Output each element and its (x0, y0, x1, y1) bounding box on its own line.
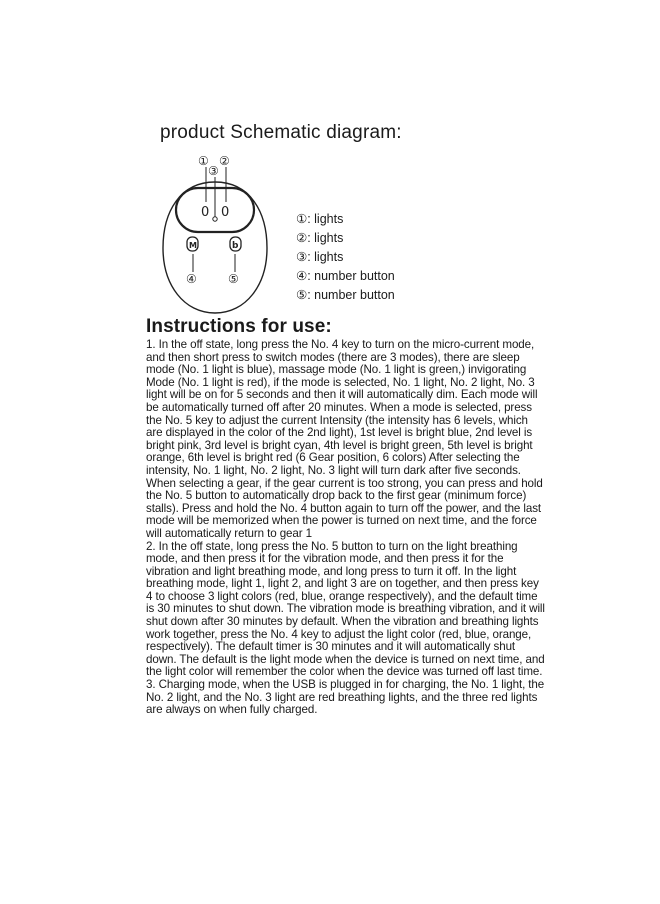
legend-item-4: ④: number button (296, 269, 395, 283)
callout-3-label: ③ (208, 164, 219, 178)
instructions-heading: Instructions for use: (146, 316, 332, 337)
legend-item-5: ⑤: number button (296, 288, 395, 302)
instruction-paragraph-1: 1. In the off state, long press the No. 4 key to turn on the micro-current mode, and then short press to switch modes (there are 3 modes), there are sleep mode (No. 1 light is blue), massage mode (No. 1 light is green,) invigorating Mode (No. 1 light is red), if the mode is selected, No. 1 light, No. 2 light, No. 3 light will be on for 5 seconds and then it will automatically dim. Each mode will be automatically turned off after 20 minutes. When a mode is selected, press the No. 5 key to adjust the current Intensity (the intensity has 6 levels, which are displayed in the color of the 2nd light), 1st level is bright blue, 2nd level is bright pink, 3rd level is bright cyan, 4th level is bright green, 5th level is bright orange, 6th level is bright red (6 Gear position, 6 colors) After selecting the intensity, No. 1 light, No. 2 light, No. 3 light will turn dark after five seconds. When selecting a gear, if the gear current is too strong, you can press and hold the No. 5 button to automatically drop back to the first gear (minimum force) stalls). Press and hold the No. 4 button again to turn off the power, and the last mode will be memorized when the power is turned on next time, and the force will automatically return to gear 1 (146, 338, 543, 540)
page-title: product Schematic diagram: (160, 122, 402, 143)
callout-5-label: ⑤ (228, 272, 239, 286)
legend-item-1: ①: lights (296, 212, 344, 226)
callout-1-label: ① (198, 154, 209, 168)
light-3-icon (213, 217, 217, 221)
light-2-icon: 0 (221, 205, 230, 220)
button-4-glyph: M (189, 241, 197, 250)
callout-2-label: ② (219, 154, 230, 168)
device-schematic (150, 150, 280, 325)
instructions-body (146, 339, 546, 717)
button-5-glyph: b (232, 241, 239, 251)
legend-item-3: ③: lights (296, 250, 344, 264)
instruction-paragraph-3: 3. Charging mode, when the USB is plugged in for charging, the No. 1 light, the No. 2 light, and the No. 3 light are red breathing lights, and the three red lights are always on when fully charged. (146, 678, 545, 717)
instruction-paragraph-2: 2. In the off state, long press the No. 5 button to turn on the light breathing mode, and then press it for the vibration mode, and then press it for the vibration and light breathing mode, and long press to turn it off. In the light breathing mode, light 1, light 2, and light 3 are on together, and then press key 4 to choose 3 light colors (red, blue, orange respectively), and the default time is 30 minutes to shut down. The vibration mode is breathing vibration, and it will shut down after 30 minutes by default. When the vibration and breathing lights work together, press the No. 4 key to adjust the light color (red, blue, orange, respectively). The default timer is 30 minutes and it will automatically shut down. The default is the light mode when the device is turned on next time, and the light color will remember the color when the device was turned off last time. (146, 539, 545, 679)
callout-4-label: ④ (186, 272, 197, 286)
diagram-legend (296, 210, 395, 305)
light-1-icon: 0 (201, 205, 210, 220)
legend-item-2: ②: lights (296, 231, 344, 245)
